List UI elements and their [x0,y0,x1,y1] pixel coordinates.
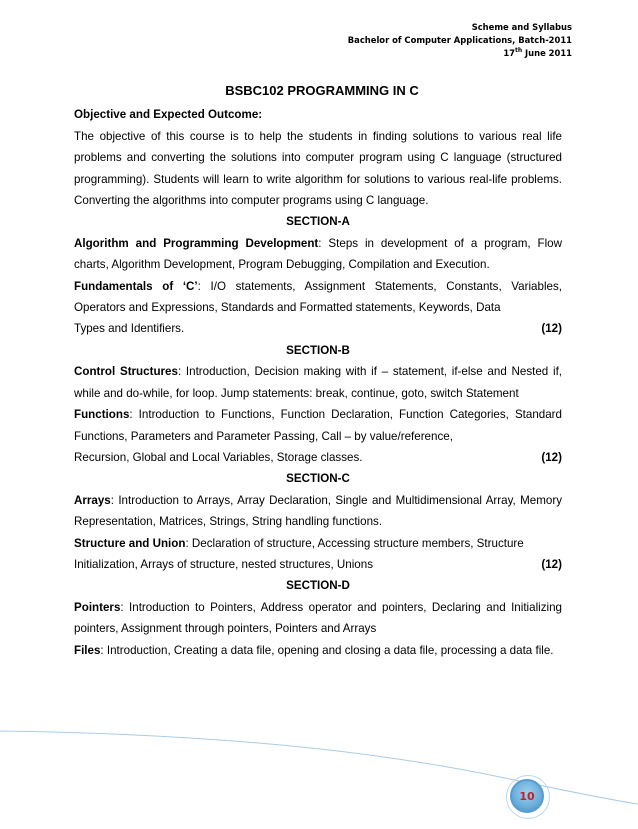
section-c-last-line [74,554,562,575]
topic-text: : Introduction, Decision making with if – statement, if-else and Nested if, while and do-while, for loop. Jump statements: break, continue, goto, switch Statement [74,365,563,400]
header-date-day: 17 [503,48,515,58]
section-c-topic-1 [74,490,562,533]
topic-title: Pointers [74,600,121,614]
topic-text: : Introduction to Arrays, Array Declaration, Single and Multidimensional Array, Memory Representation, Matrices, Strings, String handling functions. [74,493,562,529]
topic-text: : Steps in development of a program, Flow charts, Algorithm Development, Program Debugging, Compilation and Execution. [74,236,562,272]
objective-heading: Objective and Expected Outcome: [74,108,263,122]
topic-title: Fundamentals of ‘C’ [74,279,198,293]
topic-text-end: Recursion, Global and Local Variables, Storage classes. [74,450,363,464]
page-number: 10 [519,789,535,803]
topic-title: Algorithm and Programming Development [74,236,319,250]
section-a-topic-2 [74,276,562,319]
page-number-badge [510,779,544,813]
section-b-topic-1 [74,361,562,404]
page-header [348,21,572,60]
section-b-topic-2 [74,404,562,447]
topic-title: Structure and Union [74,536,186,550]
section-a-heading: SECTION-A [286,215,350,229]
header-line-2: Bachelor of Computer Applications, Batch-2011 [347,35,572,45]
section-c-topic-2 [74,533,562,554]
topic-text: : Declaration of structure, Accessing structure members, Structure [185,536,524,550]
topic-text: : I/O statements, Assignment Statements, Constants, Variables, Operators and Expressions, Standards and Formatted statements, Keywords, Data [74,279,562,315]
marks-label: (12) [541,450,562,464]
topic-title: Functions [74,408,130,422]
topic-title: Files [74,643,101,657]
topic-title: Control Structures [74,365,178,379]
section-a-topic-1 [74,233,562,276]
section-b-heading: SECTION-B [286,343,350,357]
section-b-last-line [74,447,562,468]
header-line-3 [348,47,572,60]
header-line-1: Scheme and Syllabus [471,22,572,32]
objective-text: The objective of this course is to help the students in finding solutions to various real life problems and converting the solutions into computer program using C language (structured programming). Students will learn to write algorithm for solutions to various real-life problems. Converting the algorithms into computer programs using C language. [74,129,562,208]
topic-text: : Introduction to Pointers, Address operator and pointers, Declaring and Initializing pointers, Assignment through pointers, Pointers and Arrays [74,600,562,636]
document-body [74,80,562,661]
topic-text: : Introduction to Functions, Function Declaration, Function Categories, Standard Functions, Parameters and Parameter Passing, Call – by value/reference, [74,408,562,443]
section-c-heading: SECTION-C [286,472,350,486]
course-title: BSBC102 PROGRAMMING IN C [225,83,419,98]
section-d-topic-2 [74,640,562,661]
marks-label: (12) [541,557,562,571]
topic-text-end: Initialization, Arrays of structure, nested structures, Unions [74,557,373,571]
footer-decoration [0,729,638,829]
topic-title: Arrays [74,493,111,507]
header-date-rest: June 2011 [522,48,572,58]
section-a-last-line [74,318,562,339]
topic-text: : Introduction, Creating a data file, opening and closing a data file, processing a data file. [100,643,554,657]
section-d-topic-1 [74,597,562,640]
section-d-heading: SECTION-D [286,579,350,593]
marks-label: (12) [541,322,562,336]
header-date-suffix: th [514,47,523,55]
topic-text-end: Types and Identifiers. [74,322,185,336]
